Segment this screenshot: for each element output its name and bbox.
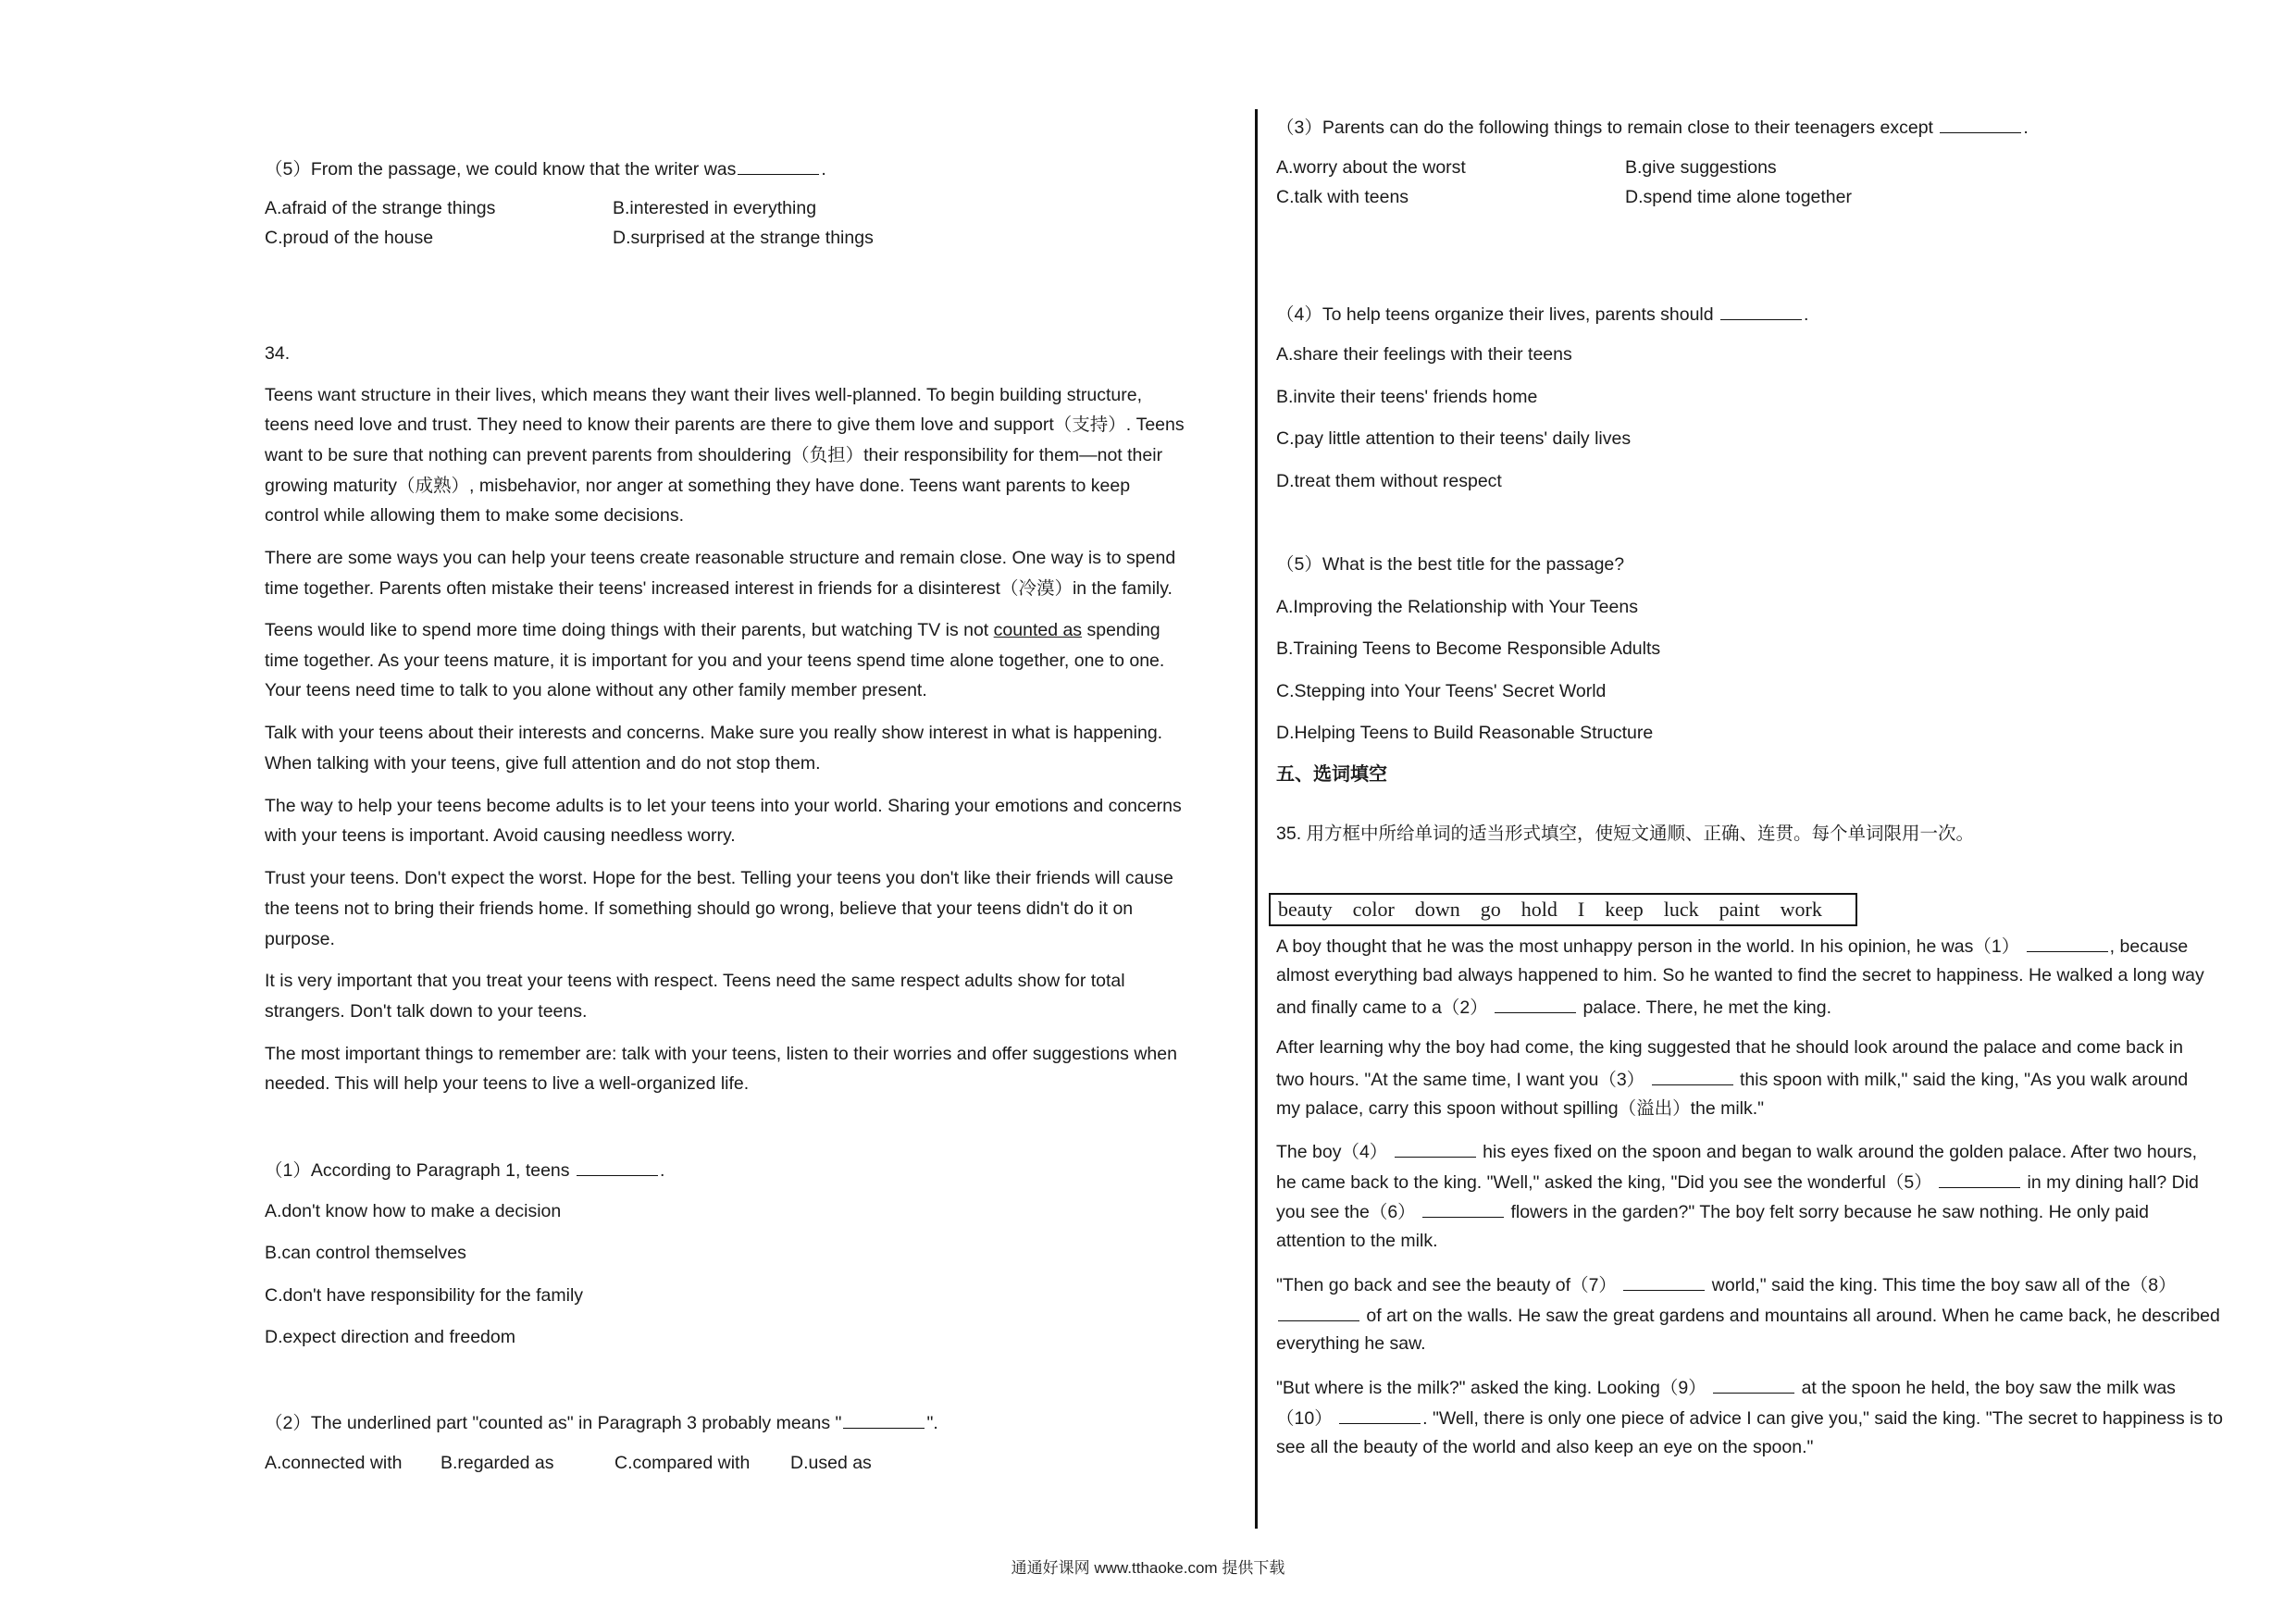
- option-b: B.invite their teens' friends home: [1276, 387, 1538, 407]
- story-line: almost everything bad always happened to him. So he wanted to find the secret to happiness. He walked a long way: [1276, 965, 2204, 985]
- passage-line: needed. This will help your teens to live a well-organized life.: [265, 1073, 750, 1094]
- option-a: A.connected with: [265, 1453, 403, 1473]
- option-b: B.interested in everything: [613, 198, 817, 218]
- answer-blank: [1339, 1408, 1421, 1424]
- answer-blank: [1395, 1142, 1476, 1158]
- column-divider: [1255, 109, 1258, 1529]
- story-line: my palace, carry this spoon without spilling（溢出）the milk.": [1276, 1098, 1765, 1119]
- page-footer: 通通好课网 www.tthaoke.com 提供下载: [1011, 1559, 1285, 1577]
- passage-line: strangers. Don't talk down to your teens.: [265, 1001, 588, 1022]
- option-c: C.compared with: [614, 1453, 751, 1473]
- option-d: D.surprised at the strange things: [613, 228, 874, 248]
- passage-line: The most important things to remember are: talk with your teens, listen to their worries and offer suggestions when: [265, 1044, 1177, 1064]
- story-line: of art on the walls. He saw the great gardens and mountains all around. When he came back, he described: [1276, 1306, 2220, 1326]
- story-line: A boy thought that he was the most unhappy person in the world. In his opinion, he was（1） , because: [1276, 936, 2189, 957]
- story-line: and finally came to a（2） palace. There, he met the king.: [1276, 997, 1832, 1018]
- passage-line: It is very important that you treat your teens with respect. Teens need the same respect adults show for total: [265, 971, 1125, 991]
- story-line: After learning why the boy had come, the king suggested that he should look around the palace and come back in: [1276, 1037, 2183, 1058]
- answer-blank: [738, 159, 819, 175]
- question-2-stem: （2）The underlined part "counted as" in Paragraph 3 probably means " ".: [265, 1413, 938, 1433]
- option-b: B.regarded as: [441, 1453, 554, 1473]
- answer-blank: [1278, 1306, 1359, 1321]
- option-c: C.talk with teens: [1276, 187, 1409, 207]
- story-line: he came back to the king. "Well," asked the king, "Did you see the wonderful（5） in my dining hall? Did: [1276, 1172, 2199, 1193]
- passage-line: Teens want structure in their lives, which means they want their lives well-planned. To begin building structure,: [265, 385, 1143, 405]
- answer-blank: [1720, 304, 1802, 320]
- answer-blank: [1422, 1202, 1504, 1218]
- passage-line: time together. Parents often mistake their teens' increased interest in friends for a disinterest（冷漠）in the family.: [265, 578, 1173, 599]
- passage-line: with your teens is important. Avoid causing needless worry.: [265, 825, 736, 846]
- word-bank-item: paint: [1719, 898, 1760, 921]
- word-bank-box: [1269, 893, 1857, 926]
- answer-blank: [1652, 1070, 1733, 1085]
- option-d: D.expect direction and freedom: [265, 1327, 515, 1347]
- story-line: everything he saw.: [1276, 1333, 1426, 1354]
- option-a: A.Improving the Relationship with Your Teens: [1276, 597, 1638, 617]
- story-line: The boy（4） his eyes fixed on the spoon and began to walk around the golden palace. After two hours,: [1276, 1142, 2198, 1162]
- passage-line: The way to help your teens become adults is to let your teens into your world. Sharing your emotions and concerns: [265, 796, 1182, 816]
- passage-line: want to be sure that nothing can prevent parents from shouldering（负担）their responsibility for them—not their: [265, 445, 1163, 465]
- option-a: A.share their feelings with their teens: [1276, 344, 1572, 365]
- word-bank-item: go: [1480, 898, 1501, 921]
- story-line: see all the beauty of the world and also keep an eye on the spoon.": [1276, 1437, 1814, 1457]
- word-bank-item: hold: [1520, 898, 1558, 921]
- word-bank-item: down: [1414, 898, 1460, 921]
- question-1-stem: （1）According to Paragraph 1, teens .: [265, 1160, 665, 1181]
- underlined-phrase: counted as: [993, 620, 1083, 640]
- passage-line: growing maturity（成熟）, misbehavior, nor anger at something they have done. Teens want parents to keep: [265, 476, 1131, 496]
- passage-line: the teens not to bring their friends home. If something should go wrong, believe that your teens didn't do it on: [265, 898, 1134, 919]
- option-d: D.Helping Teens to Build Reasonable Structure: [1276, 723, 1654, 743]
- option-b: B.Training Teens to Become Responsible Adults: [1276, 638, 1661, 659]
- question-5-stem: （5）What is the best title for the passage?: [1276, 554, 1625, 575]
- section-title: 五、选词填空: [1276, 764, 1387, 785]
- option-a: A.worry about the worst: [1276, 157, 1466, 178]
- answer-blank: [577, 1160, 658, 1176]
- option-d: D.spend time alone together: [1625, 187, 1852, 207]
- passage-line: There are some ways you can help your teens create reasonable structure and remain close. One way is to spend: [265, 548, 1176, 568]
- answer-blank: [843, 1413, 925, 1429]
- word-bank-item: work: [1780, 898, 1822, 921]
- story-line: "But where is the milk?" asked the king. Looking（9） at the spoon he held, the boy saw the milk was: [1276, 1378, 2176, 1398]
- answer-blank: [2027, 936, 2108, 952]
- passage-line: When talking with your teens, give full attention and do not stop them.: [265, 753, 821, 774]
- option-d: D.treat them without respect: [1276, 471, 1502, 491]
- option-b: B.can control themselves: [265, 1243, 466, 1263]
- question-5-stem: （5）From the passage, we could know that the writer was .: [265, 159, 826, 180]
- question-number-34: 34.: [265, 343, 291, 364]
- passage-line: purpose.: [265, 929, 335, 949]
- answer-blank: [1940, 118, 2021, 133]
- passage-line: control while allowing them to make some decisions.: [265, 505, 685, 526]
- word-bank-item: beauty: [1278, 898, 1333, 921]
- option-c: C.pay little attention to their teens' daily lives: [1276, 428, 1632, 449]
- option-c: C.Stepping into Your Teens' Secret World: [1276, 681, 1607, 701]
- option-c: C.proud of the house: [265, 228, 434, 248]
- story-line: （10） . "Well, there is only one piece of advice I can give you," said the king. "The secret to happiness is to: [1276, 1408, 2223, 1429]
- story-line: "Then go back and see the beauty of（7） world," said the king. This time the boy saw all of the（8）: [1276, 1275, 2177, 1295]
- answer-blank: [1939, 1172, 2020, 1188]
- word-bank-item: keep: [1605, 898, 1644, 921]
- question-3-stem: （3）Parents can do the following things to remain close to their teenagers except .: [1276, 118, 2029, 138]
- option-a: A.don't know how to make a decision: [265, 1201, 562, 1221]
- passage-line: teens need love and trust. They need to know their parents are there to give them love and support（支持）. Teens: [265, 415, 1185, 435]
- word-bank-item: I: [1577, 898, 1585, 921]
- story-line: two hours. "At the same time, I want you（3） this spoon with milk," said the king, "As you walk around: [1276, 1070, 2189, 1090]
- option-d: D.used as: [790, 1453, 872, 1473]
- option-c: C.don't have responsibility for the family: [265, 1285, 584, 1306]
- answer-blank: [1495, 997, 1576, 1013]
- passage-line: time together. As your teens mature, it is important for you and your teens spend time alone together, one to one.: [265, 650, 1165, 671]
- word-bank-item: color: [1352, 898, 1395, 921]
- story-line: attention to the milk.: [1276, 1231, 1438, 1251]
- passage-line: Your teens need time to talk to you alone without any other family member present.: [265, 680, 927, 700]
- question-35-instructions: 35. 用方框中所给单词的适当形式填空，使短文通顺、正确、连贯。每个单词限用一次。: [1276, 824, 1975, 844]
- word-bank-item: luck: [1663, 898, 1699, 921]
- story-line: you see the（6） flowers in the garden?" The boy felt sorry because he saw nothing. He only paid: [1276, 1202, 2149, 1222]
- passage-line: Trust your teens. Don't expect the worst. Hope for the best. Telling your teens you don't like their friends will cause: [265, 868, 1173, 888]
- passage-line: Talk with your teens about their interests and concerns. Make sure you really show interest in what is happening.: [265, 723, 1163, 743]
- option-b: B.give suggestions: [1625, 157, 1777, 178]
- answer-blank: [1713, 1378, 1794, 1394]
- option-a: A.afraid of the strange things: [265, 198, 496, 218]
- answer-blank: [1623, 1275, 1705, 1291]
- question-4-stem: （4）To help teens organize their lives, parents should .: [1276, 304, 1809, 325]
- passage-line: Teens would like to spend more time doing things with their parents, but watching TV is not counted as spending: [265, 620, 1160, 640]
